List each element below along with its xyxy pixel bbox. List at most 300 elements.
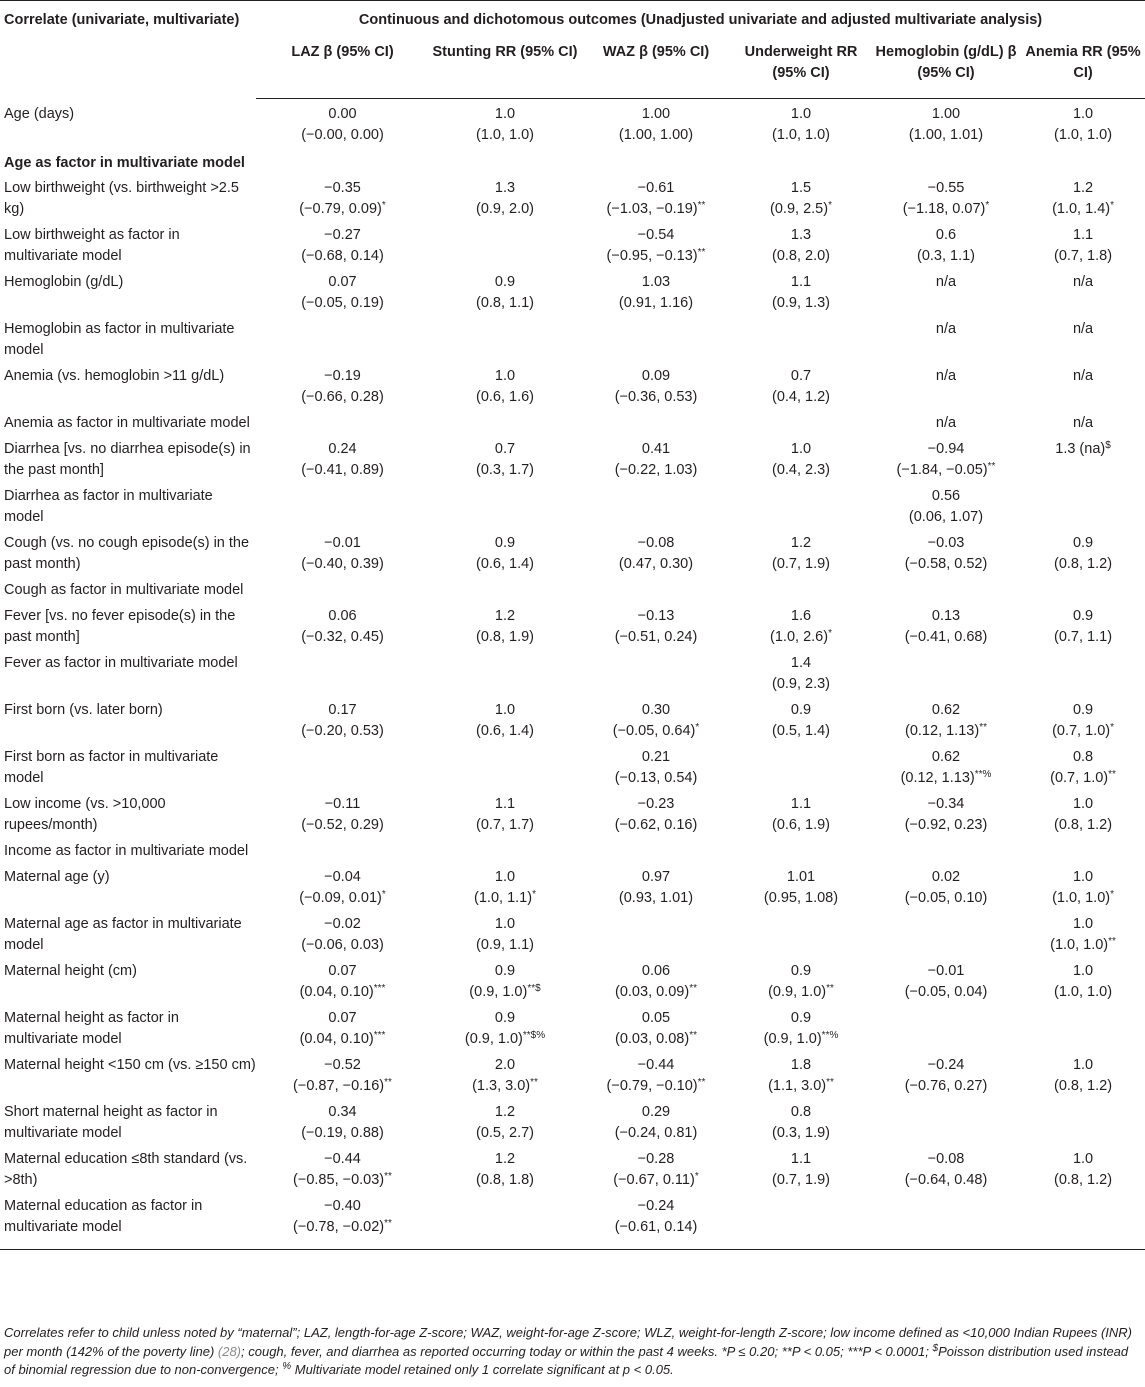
cell-ci: (−0.20, 0.53) [301, 723, 384, 739]
cell-estimate: 0.9 [790, 1010, 812, 1026]
cell-stunting [429, 794, 581, 841]
cell-estimate-line [1021, 439, 1145, 460]
cell-ci-line [429, 293, 581, 314]
significance-marker: * [828, 200, 832, 211]
cell-estimate: −0.01 [324, 535, 361, 551]
table-row [0, 961, 1145, 1008]
cell-ci-line [581, 246, 731, 267]
cell-waz [581, 1149, 731, 1196]
cell-ci: (0.03, 0.09) [615, 984, 690, 1000]
cell-estimate-line [871, 1055, 1021, 1076]
cell-ci: (0.5, 1.4) [771, 723, 831, 739]
cell-ci-line [581, 982, 731, 1003]
row-label: Anemia as factor in multivariate model [4, 415, 250, 431]
cell-hemoglobin [871, 178, 1021, 225]
cell-ci-line [581, 888, 731, 909]
cell-estimate-line [429, 104, 581, 125]
cell-estimate: 1.0 [1072, 869, 1094, 885]
cell-estimate: 1.5 [790, 180, 812, 196]
cell-underweight [731, 272, 871, 319]
significance-marker: * [985, 200, 990, 211]
cell-ci-line [581, 293, 731, 314]
cell-hemoglobin [871, 413, 1021, 439]
cell-ci-line [731, 888, 871, 909]
cell-ci-line [1021, 935, 1145, 956]
cell-stunting [429, 867, 581, 914]
cell-estimate: n/a [1072, 321, 1094, 337]
col-header-laz: LAZ β (95% CI) [256, 31, 429, 99]
cell-ci-line [256, 815, 429, 836]
cell-estimate: 0.07 [328, 1010, 357, 1026]
significance-marker: **% [821, 1030, 839, 1041]
cell-ci-line [581, 627, 731, 648]
cell-hemoglobin [871, 533, 1021, 580]
cell-estimate: 0.29 [641, 1104, 671, 1120]
table-row [0, 533, 1145, 580]
cell-ci-line [256, 935, 429, 956]
cell-ci-line [731, 125, 871, 146]
cell-hemoglobin [871, 99, 1021, 152]
cell-waz [581, 841, 731, 867]
cell-estimate-line [731, 606, 871, 627]
cell-estimate: 0.9 [790, 702, 812, 718]
cell-ci: (1.0, 1.0) [1050, 937, 1109, 953]
cell-estimate-line [581, 1055, 731, 1076]
cell-laz [256, 178, 429, 225]
cell-anemia [1021, 1055, 1145, 1102]
cell-estimate-line [581, 272, 731, 293]
cell-ci: (0.9, 1.0) [763, 1031, 822, 1047]
cell-anemia [1021, 319, 1145, 366]
cell-anemia [1021, 653, 1145, 700]
cell-estimate: 0.9 [1072, 702, 1094, 718]
cell-estimate: n/a [1072, 274, 1094, 290]
cell-ci: (0.7, 1.9) [771, 556, 831, 572]
cell-ci: (0.6, 1.4) [475, 723, 535, 739]
cell-ci-line [429, 1123, 581, 1144]
cell-estimate: 0.07 [328, 963, 357, 979]
cell-ci: (−0.62, 0.16) [614, 817, 698, 833]
cell-ci-line [581, 554, 731, 575]
significance-marker: **% [974, 769, 992, 780]
cell-estimate: 0.8 [790, 1104, 812, 1120]
cell-estimate: 1.1 [1072, 227, 1094, 243]
cell-estimate-line [256, 867, 429, 888]
row-label: Fever [vs. no fever episode(s) in the past month] [4, 608, 236, 645]
row-label: Maternal age (y) [4, 869, 110, 885]
cell-ci-line [871, 768, 1021, 789]
cell-underweight [731, 841, 871, 867]
cell-stunting [429, 151, 581, 178]
cell-ci-line [1021, 627, 1145, 648]
cell-estimate: −0.08 [927, 1151, 965, 1167]
cell-estimate-line [581, 606, 731, 627]
cell-ci: (−0.06, 0.03) [301, 937, 384, 953]
cell-ci-line [256, 888, 429, 909]
cell-ci: (−0.92, 0.23) [904, 817, 988, 833]
cell-ci: (0.9, 1.0) [469, 984, 528, 1000]
table-row [0, 914, 1145, 961]
cell-estimate: n/a [935, 274, 957, 290]
significance-marker: **$ [527, 983, 541, 994]
cell-ci-line [429, 888, 581, 909]
cell-estimate: 1.2 [790, 535, 812, 551]
table-row [0, 794, 1145, 841]
cell-laz [256, 1149, 429, 1196]
cell-waz [581, 914, 731, 961]
cell-estimate-line [581, 794, 731, 815]
cell-estimate-line [731, 700, 871, 721]
cell-ci-line [429, 935, 581, 956]
cell-ci: (0.12, 1.13) [905, 723, 980, 739]
cell-stunting [429, 653, 581, 700]
cell-laz [256, 961, 429, 1008]
cell-ci-line [429, 199, 581, 220]
cell-ci-line [581, 815, 731, 836]
cell-hemoglobin [871, 151, 1021, 178]
row-label: First born (vs. later born) [4, 702, 163, 718]
cell-waz [581, 178, 731, 225]
cell-estimate-line [429, 961, 581, 982]
cell-anemia [1021, 272, 1145, 319]
cell-estimate: 0.30 [641, 702, 671, 718]
cell-estimate: n/a [1072, 368, 1094, 384]
cell-ci: (−0.68, 0.14) [301, 248, 384, 264]
cell-ci-line [581, 1170, 731, 1191]
cell-anemia [1021, 961, 1145, 1008]
cell-estimate: 1.0 [494, 106, 516, 122]
row-label: Maternal age as factor in multivariate model [4, 916, 242, 953]
cell-ci-line [871, 982, 1021, 1003]
table-row [0, 606, 1145, 653]
cell-estimate: −0.54 [637, 227, 675, 243]
cell-ci-line [731, 199, 871, 220]
cell-ci-line [581, 387, 731, 408]
cell-laz [256, 606, 429, 653]
cell-ci: (1.3, 3.0) [472, 1078, 531, 1094]
cell-estimate-line [581, 533, 731, 554]
cell-hemoglobin [871, 1149, 1021, 1196]
significance-marker: * [381, 200, 386, 211]
cell-estimate: n/a [1072, 415, 1094, 431]
cell-underweight [731, 1149, 871, 1196]
row-label: Low income (vs. >10,000 rupees/month) [4, 796, 166, 833]
cell-estimate-line [871, 867, 1021, 888]
cell-ci: (−1.03, −0.19) [606, 201, 698, 217]
table-row [0, 747, 1145, 794]
cell-ci: (−0.41, 0.68) [904, 629, 988, 645]
cell-ci: (−0.51, 0.24) [614, 629, 698, 645]
cell-waz [581, 272, 731, 319]
cell-ci: (0.9, 2.0) [475, 201, 535, 217]
cell-ci: (0.9, 2.5) [770, 201, 829, 217]
cell-estimate-line [256, 104, 429, 125]
cell-estimate-line [871, 366, 1021, 387]
cell-anemia [1021, 580, 1145, 606]
significance-marker: ** [530, 1077, 538, 1088]
cell-ci-line [256, 721, 429, 742]
cell-estimate: −0.11 [324, 796, 361, 812]
significance-marker: ** [697, 247, 706, 258]
footnote-text-3: Poisson distribution used instead of binomial regression due to non-convergence; [4, 1343, 1129, 1377]
cell-estimate: −0.34 [927, 796, 965, 812]
cell-estimate-line [1021, 961, 1145, 982]
cell-estimate-line [731, 439, 871, 460]
cell-estimate: 1.0 [1072, 1151, 1094, 1167]
cell-anemia [1021, 533, 1145, 580]
cell-underweight [731, 533, 871, 580]
cell-ci-line [256, 982, 429, 1003]
cell-underweight [731, 961, 871, 1008]
cell-ci-line [1021, 1076, 1145, 1097]
cell-estimate-line [581, 867, 731, 888]
cell-estimate-line [1021, 867, 1145, 888]
row-label: First born as factor in multivariate model [4, 749, 219, 786]
cell-estimate: 0.62 [931, 702, 961, 718]
cell-ci: (1.0, 1.0) [475, 127, 535, 143]
cell-estimate-line [581, 1102, 731, 1123]
cell-ci: (−1.84, −0.05) [896, 462, 988, 478]
cell-ci-line [429, 554, 581, 575]
cell-estimate-line [581, 439, 731, 460]
cell-underweight [731, 794, 871, 841]
cell-estimate-line [731, 1055, 871, 1076]
cell-ci-line [581, 721, 731, 742]
cell-estimate-line [871, 225, 1021, 246]
cell-ci-line [871, 888, 1021, 909]
cell-waz [581, 533, 731, 580]
cell-estimate-line [1021, 272, 1145, 293]
cell-ci-line [256, 1170, 429, 1191]
footnote-text-2: ; cough, fever, and diarrhea as reported occurring today or within the past 4 weeks. *P ≤ 0.20; **P < 0.05; ***P < 0.0001; [241, 1343, 933, 1359]
cell-ci: (0.8, 1.1) [475, 295, 535, 311]
cell-estimate-line [731, 961, 871, 982]
cell-laz [256, 533, 429, 580]
cell-ci: (−0.41, 0.89) [301, 462, 384, 478]
cell-estimate-line [256, 366, 429, 387]
table-row [0, 841, 1145, 867]
col-header-hemoglobin: Hemoglobin (g/dL) β (95% CI) [871, 31, 1021, 99]
cell-estimate: 0.97 [641, 869, 671, 885]
cell-ci-line [871, 1076, 1021, 1097]
table-row [0, 439, 1145, 486]
significance-marker: * [695, 722, 700, 733]
cell-laz [256, 580, 429, 606]
col-header-underweight: Underweight RR (95% CI) [731, 31, 871, 99]
cell-estimate-line [871, 439, 1021, 460]
cell-hemoglobin [871, 914, 1021, 961]
cell-estimate-line [1021, 225, 1145, 246]
cell-ci-line [429, 125, 581, 146]
cell-estimate: −0.55 [927, 180, 965, 196]
cell-stunting [429, 580, 581, 606]
cell-ci-line [731, 1029, 871, 1050]
significance-marker: ** [826, 1077, 834, 1088]
row-label: Maternal height (cm) [4, 963, 137, 979]
cell-anemia [1021, 606, 1145, 653]
cell-ci: (−0.87, −0.16) [293, 1078, 385, 1094]
cell-estimate-line [256, 1008, 429, 1029]
cell-estimate: 1.3 [494, 180, 516, 196]
cell-hemoglobin [871, 486, 1021, 533]
row-label: Anemia (vs. hemoglobin >11 g/dL) [4, 368, 225, 384]
table-row [0, 1008, 1145, 1055]
cell-estimate-line [429, 178, 581, 199]
cell-ci-line [1021, 982, 1145, 1003]
row-label: Age (days) [4, 105, 75, 122]
cell-estimate-line [1021, 319, 1145, 340]
cell-ci: (−0.61, 0.14) [614, 1219, 698, 1235]
cell-hemoglobin [871, 653, 1021, 700]
cell-anemia [1021, 1149, 1145, 1196]
cell-estimate: 1.0 [494, 702, 516, 718]
cell-anemia [1021, 178, 1145, 225]
cell-ci-line [731, 554, 871, 575]
cell-ci-line [256, 387, 429, 408]
significance-marker: *** [373, 983, 386, 994]
cell-estimate: −0.27 [324, 227, 361, 243]
cell-ci: (0.47, 0.30) [618, 556, 694, 572]
cell-estimate-line [256, 606, 429, 627]
cell-estimate-line [731, 225, 871, 246]
cell-ci: (1.0, 1.1) [474, 890, 533, 906]
cell-estimate: 1.0 [1072, 106, 1094, 122]
cell-estimate-line [256, 794, 429, 815]
cell-ci: (0.8, 2.0) [771, 248, 831, 264]
cell-underweight [731, 486, 871, 533]
cell-stunting [429, 533, 581, 580]
footnote-reference: (28) [217, 1343, 242, 1359]
cell-underweight [731, 653, 871, 700]
significance-marker: * [1110, 200, 1114, 211]
cell-estimate-line [1021, 1149, 1145, 1170]
cell-anemia [1021, 1196, 1145, 1250]
cell-ci: (0.3, 1.7) [475, 462, 535, 478]
cell-ci-line [871, 721, 1021, 742]
cell-ci-line [1021, 125, 1145, 146]
cell-ci-line [429, 815, 581, 836]
cell-stunting [429, 747, 581, 794]
cell-underweight [731, 413, 871, 439]
cell-estimate: 0.06 [328, 608, 357, 624]
cell-estimate-line [731, 1008, 871, 1029]
cell-underweight [731, 178, 871, 225]
cell-ci: (0.7, 1.9) [771, 1172, 831, 1188]
cell-estimate-line [429, 867, 581, 888]
cell-estimate-line [581, 700, 731, 721]
cell-ci-line [1021, 199, 1145, 220]
cell-ci-line [256, 1076, 429, 1097]
cell-anemia [1021, 1102, 1145, 1149]
significance-marker: ** [689, 1030, 697, 1041]
significance-marker: * [1110, 722, 1114, 733]
significance-marker: * [532, 889, 536, 900]
cell-estimate-line [581, 225, 731, 246]
table-row [0, 319, 1145, 366]
cell-ci: (0.7, 1.0) [1050, 770, 1109, 786]
cell-estimate-line [1021, 413, 1145, 434]
cell-waz [581, 794, 731, 841]
cell-estimate: n/a [935, 415, 957, 431]
cell-ci: (1.0, 1.0) [771, 127, 831, 143]
cell-laz [256, 99, 429, 152]
cell-hemoglobin [871, 439, 1021, 486]
cell-ci: (−0.67, 0.11) [613, 1172, 695, 1188]
cell-ci-line [256, 627, 429, 648]
row-label: Maternal education as factor in multivariate model [0, 1196, 256, 1250]
cell-estimate: −0.02 [324, 916, 361, 932]
cell-waz [581, 747, 731, 794]
cell-laz [256, 272, 429, 319]
significance-marker: ** [697, 200, 706, 211]
row-label: Short maternal height as factor in multivariate model [4, 1104, 218, 1141]
cell-anemia [1021, 700, 1145, 747]
cell-anemia [1021, 867, 1145, 914]
cell-estimate: −0.44 [637, 1057, 675, 1073]
cell-ci-line [429, 387, 581, 408]
table-footnote [4, 1324, 1137, 1380]
cell-waz [581, 486, 731, 533]
cell-ci-line [256, 1029, 429, 1050]
cell-estimate-line [731, 794, 871, 815]
cell-estimate: 0.9 [494, 535, 516, 551]
cell-ci: (−0.79, 0.09) [299, 201, 382, 217]
footnote-symbol-percent: % [282, 1361, 292, 1372]
cell-estimate-line [581, 1008, 731, 1029]
table-row [0, 580, 1145, 606]
significance-marker: ** [689, 983, 697, 994]
cell-ci-line [731, 674, 871, 695]
outcomes-spanning-header: Continuous and dichotomous outcomes (Unadjusted univariate and adjusted multivariate analysis) [358, 12, 1043, 28]
cell-ci-line [429, 1170, 581, 1191]
cell-stunting [429, 178, 581, 225]
cell-estimate: 0.13 [931, 608, 961, 624]
cell-ci-line [256, 125, 429, 146]
cell-estimate: 1.1 [790, 1151, 812, 1167]
row-label: Diarrhea as factor in multivariate model [4, 488, 213, 525]
cell-estimate: −0.03 [927, 535, 965, 551]
footnote-symbol-dollar: $ [932, 1342, 939, 1354]
cell-estimate: 1.3 [790, 227, 812, 243]
cell-ci-line [871, 246, 1021, 267]
significance-marker: ** [987, 461, 996, 472]
cell-estimate-line [429, 366, 581, 387]
cell-ci: (0.9, 1.0) [464, 1031, 523, 1047]
cell-estimate: −0.24 [637, 1198, 675, 1214]
cell-ci: (−0.13, 0.54) [614, 770, 698, 786]
cell-ci: (0.6, 1.6) [475, 389, 535, 405]
cell-waz [581, 319, 731, 366]
cell-anemia [1021, 225, 1145, 272]
cell-ci: (0.3, 1.1) [916, 248, 976, 264]
cell-estimate: 0.9 [494, 963, 516, 979]
cell-ci: (0.7, 1.7) [475, 817, 535, 833]
cell-estimate-line [731, 366, 871, 387]
cell-ci: (0.6, 1.9) [771, 817, 831, 833]
cell-estimate-line [1021, 914, 1145, 935]
cell-ci: (−0.79, −0.10) [606, 1078, 698, 1094]
cell-estimate-line [871, 1149, 1021, 1170]
cell-ci-line [731, 460, 871, 481]
cell-ci: (0.12, 1.13) [900, 770, 975, 786]
cell-ci: (0.9, 1.3) [771, 295, 831, 311]
cell-estimate-line [581, 178, 731, 199]
cell-estimate: 1.0 [1072, 916, 1094, 932]
row-label: Cough (vs. no cough episode(s) in the past month) [4, 535, 250, 572]
table-row [0, 99, 1145, 152]
cell-ci-line [581, 1076, 731, 1097]
cell-estimate-line [731, 1102, 871, 1123]
